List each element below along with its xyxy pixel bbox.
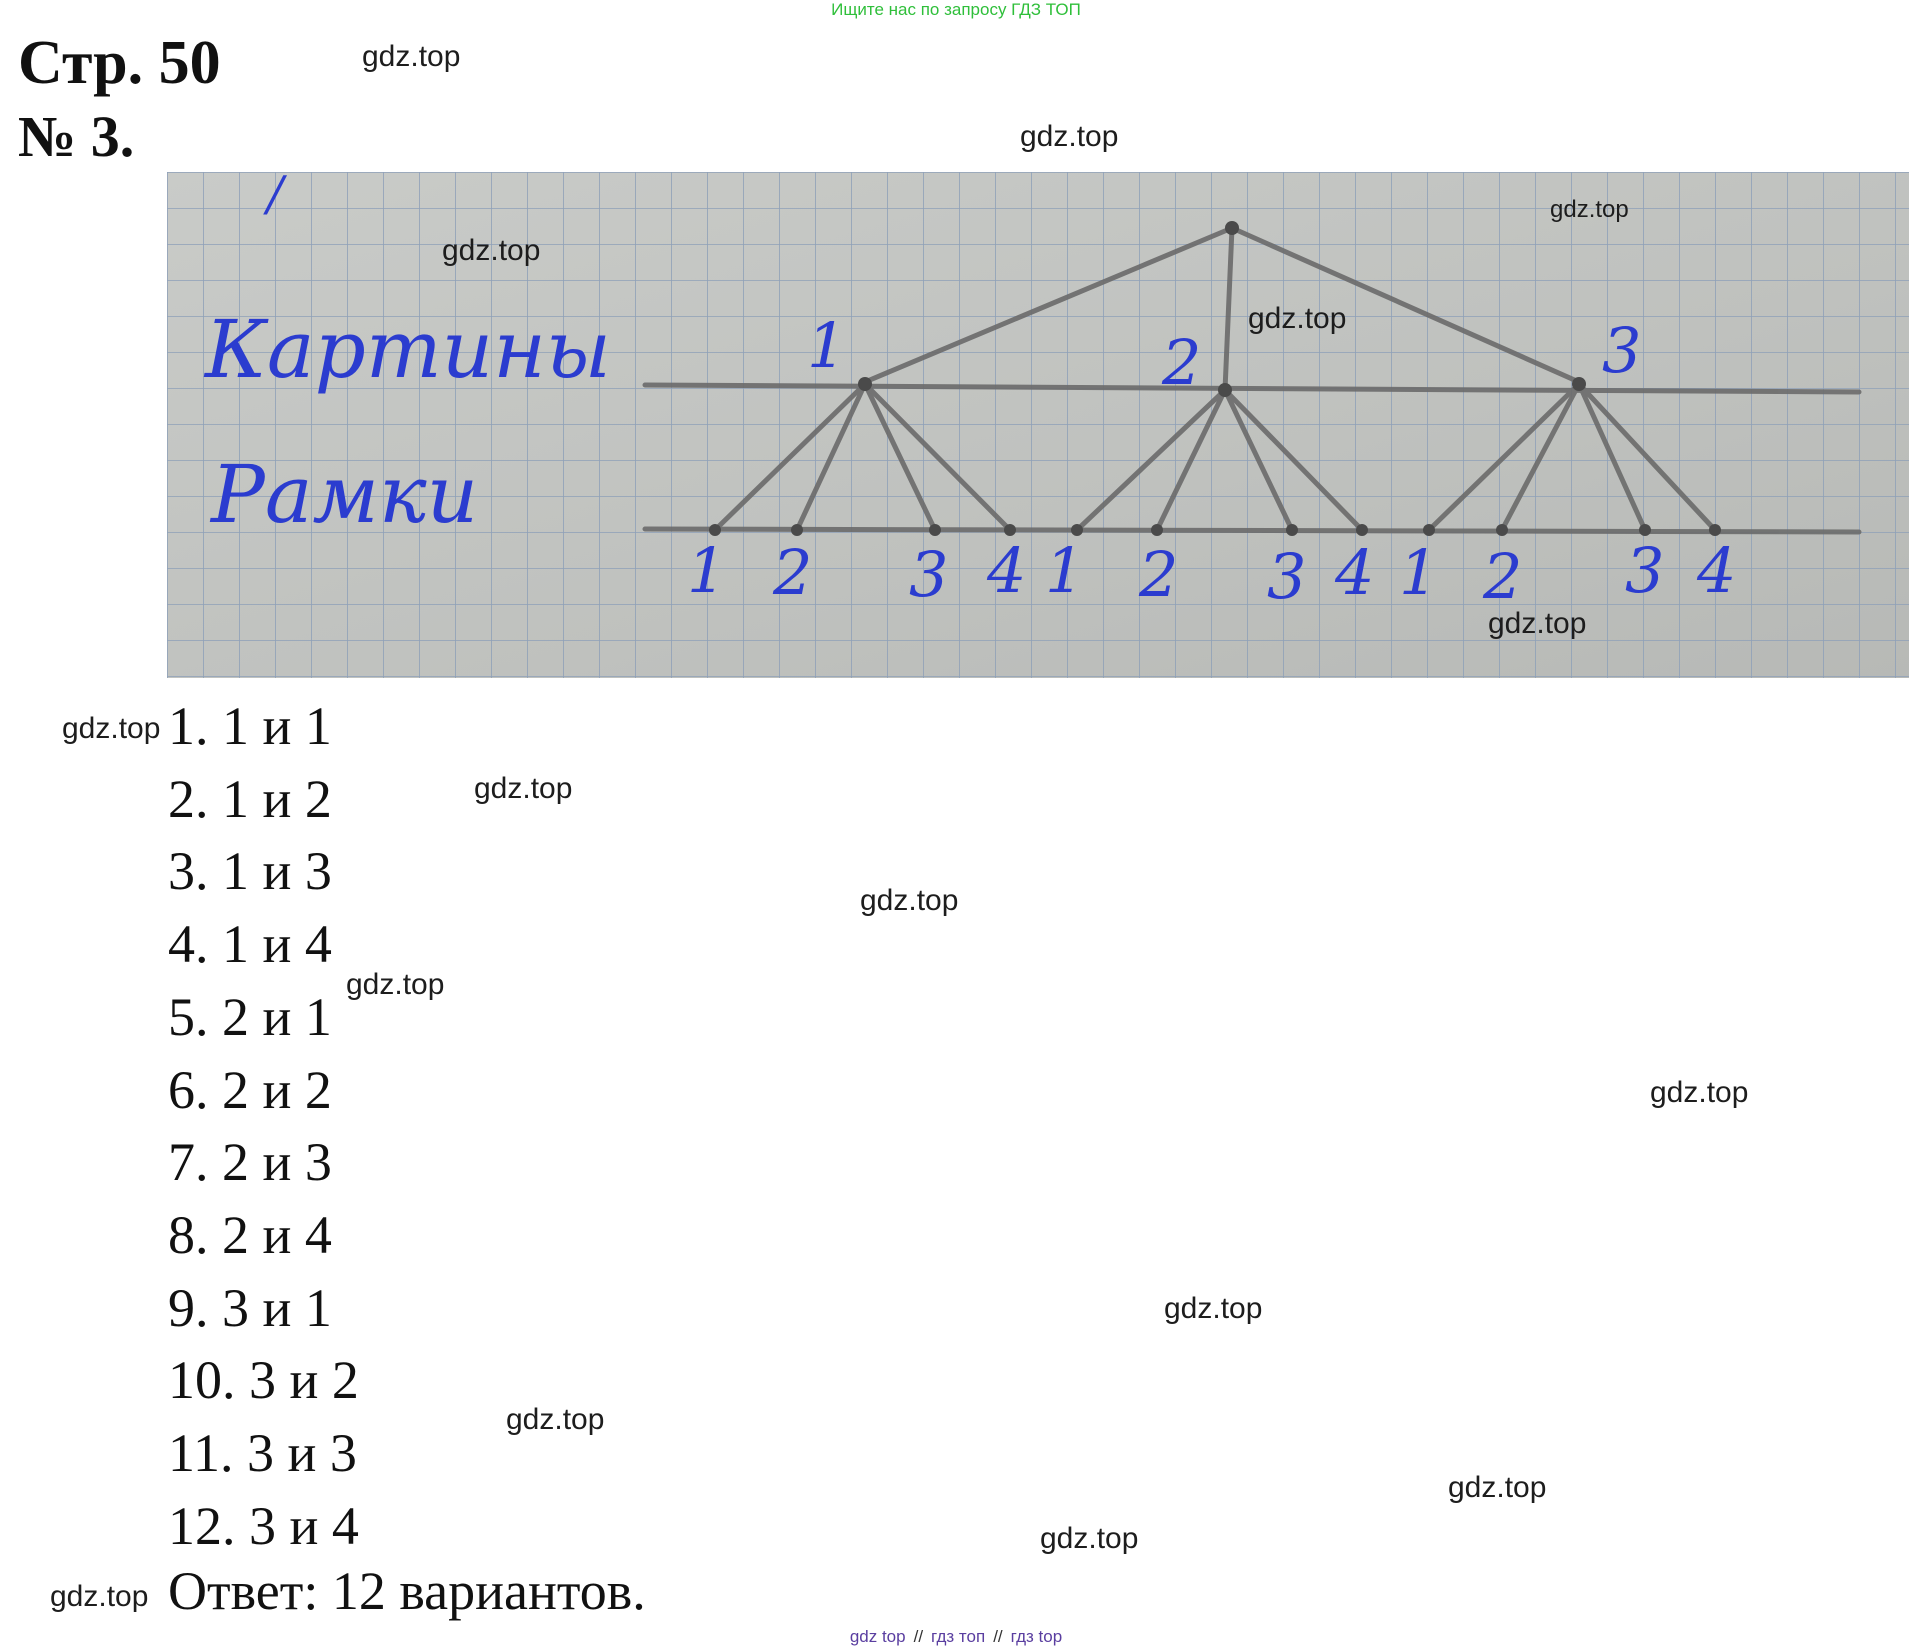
watermark: gdz.top <box>362 40 461 73</box>
top-node-label: 1 <box>807 309 847 382</box>
solution-item: 2. 1 и 2 <box>168 768 332 829</box>
solution-item: 9. 3 и 1 <box>168 1277 332 1338</box>
watermark: gdz.top <box>1650 1076 1749 1109</box>
top-node-label: 2 <box>1162 326 1202 399</box>
solution-item: 7. 2 и 3 <box>168 1132 332 1193</box>
page-title: Стр. 50 <box>18 29 221 97</box>
watermark: gdz.top <box>1550 196 1629 223</box>
handwritten-label-frames: Рамки <box>211 448 479 541</box>
watermark: gdz.top <box>1488 607 1587 640</box>
bottom-node-label: 1 <box>687 534 727 607</box>
bottom-node-label: 2 <box>1483 540 1523 613</box>
watermark: gdz.top <box>1164 1292 1263 1325</box>
solution-list <box>168 690 359 1562</box>
footer-separator: // <box>913 1627 924 1646</box>
footer-link[interactable]: gdz top <box>849 1627 906 1646</box>
bottom-node-label: 4 <box>1335 536 1375 609</box>
bottom-node-label: 4 <box>1697 534 1737 607</box>
bottom-node-label: 4 <box>987 534 1027 607</box>
top-banner: Ищите нас по запросу ГДЗ ТОП <box>831 0 1081 19</box>
watermark: gdz.top <box>1248 302 1347 335</box>
handwritten-mark: / <box>267 172 284 222</box>
bottom-node-label: 3 <box>1267 540 1307 613</box>
bottom-node-label: 2 <box>1139 538 1179 611</box>
task-number: № 3. <box>18 104 135 169</box>
solution-item: 1. 1 и 1 <box>168 696 332 756</box>
notebook-photo <box>167 172 1909 678</box>
solution-item: 6. 2 и 2 <box>168 1059 332 1120</box>
solution-item: 8. 2 и 4 <box>168 1204 332 1265</box>
bottom-node-label: 2 <box>773 536 813 609</box>
bottom-node-label: 3 <box>1625 534 1665 607</box>
top-node-label: 3 <box>1602 314 1642 387</box>
watermark: gdz.top <box>1020 120 1119 153</box>
solution-item: 5. 2 и 1 <box>168 986 332 1047</box>
solution-item: 11. 3 и 3 <box>168 1423 357 1484</box>
footer-links <box>0 1627 1912 1647</box>
bottom-node-label: 1 <box>1399 536 1439 609</box>
handwritten-label-pictures: Картины <box>205 303 612 396</box>
watermark: gdz.top <box>474 772 573 805</box>
footer-link[interactable]: гдз top <box>1010 1627 1063 1646</box>
answer-line: Ответ: 12 вариантов. <box>168 1561 646 1621</box>
watermark: gdz.top <box>860 884 959 917</box>
solution-item: 4. 1 и 4 <box>168 914 332 975</box>
watermark: gdz.top <box>346 968 445 1001</box>
watermark: gdz.top <box>1040 1522 1139 1555</box>
watermark: gdz.top <box>50 1580 149 1613</box>
solution-item: 3. 1 и 3 <box>168 841 332 902</box>
watermark: gdz.top <box>62 712 161 745</box>
solution-item: 12. 3 и 4 <box>168 1495 359 1556</box>
footer-link[interactable]: гдз топ <box>931 1627 986 1646</box>
bottom-node-label: 1 <box>1045 534 1085 607</box>
bottom-node-label: 3 <box>909 538 949 611</box>
footer-separator: // <box>993 1627 1003 1646</box>
watermark: gdz.top <box>1448 1471 1547 1504</box>
solution-item: 10. 3 и 2 <box>168 1350 359 1411</box>
watermark: gdz.top <box>506 1403 605 1436</box>
watermark: gdz.top <box>442 234 541 267</box>
